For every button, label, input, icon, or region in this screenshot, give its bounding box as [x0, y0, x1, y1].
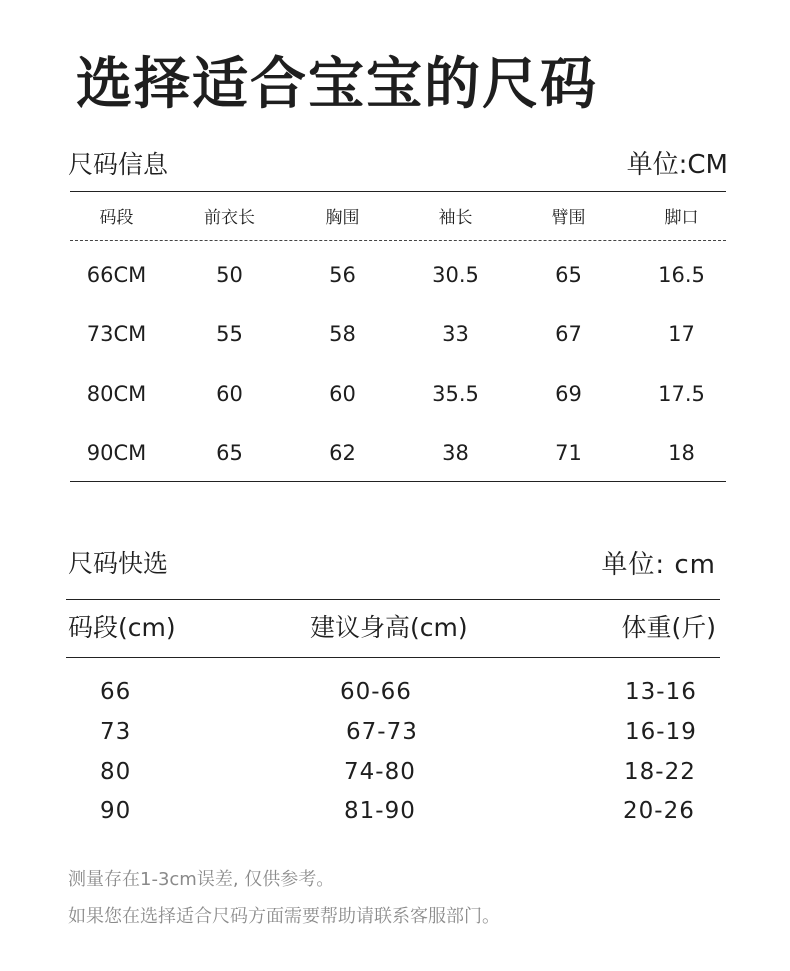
note-measurement-error: 测量存在1-3cm误差, 仅供参考。: [68, 869, 335, 890]
note-contact-support: 如果您在选择适合尺码方面需要帮助请联系客服部门。: [68, 906, 500, 927]
col-header: 码段: [99, 208, 134, 228]
table-row: [60, 261, 740, 289]
table-cell: 90CM: [86, 441, 147, 465]
table-row: [60, 380, 740, 408]
table-cell: 17.5: [658, 382, 705, 406]
table-row: [60, 439, 740, 467]
table-cell: 50: [216, 263, 243, 287]
size-info-heading: 尺码信息: [68, 150, 169, 179]
table-cell: 73: [100, 719, 132, 745]
table-cell: 17: [668, 322, 695, 346]
table-cell: 30.5: [432, 263, 479, 287]
table-cell: 35.5: [432, 382, 479, 406]
col-header: 码段(cm): [68, 613, 176, 642]
quick-pick-top-rule: [66, 599, 720, 600]
quick-pick-unit: 单位: cm: [601, 550, 716, 580]
quick-pick-header-divider: [66, 657, 720, 658]
table-cell: 13-16: [625, 679, 697, 705]
page-title: 选择适合宝宝的尺码: [76, 52, 598, 117]
table-cell: 60-66: [340, 679, 412, 705]
size-info-bottom-rule: [70, 481, 726, 482]
table-cell: 16.5: [658, 263, 705, 287]
col-header: 脚口: [664, 208, 699, 228]
table-cell: 60: [216, 382, 243, 406]
size-info-top-rule: [70, 191, 726, 192]
col-header: 体重(斤): [621, 613, 716, 642]
table-cell: 67: [555, 322, 582, 346]
table-cell: 65: [216, 441, 243, 465]
table-cell: 90: [100, 798, 132, 824]
table-cell: 67-73: [346, 719, 418, 745]
size-info-unit: 单位:CM: [626, 150, 728, 180]
col-header: 袖长: [438, 208, 473, 228]
table-cell: 58: [329, 322, 356, 346]
table-cell: 33: [442, 322, 469, 346]
table-cell: 20-26: [623, 798, 695, 824]
table-cell: 71: [555, 441, 582, 465]
col-header: 前衣长: [204, 208, 255, 228]
table-cell: 66: [100, 679, 132, 705]
col-header: 臂围: [551, 208, 586, 228]
table-cell: 60: [329, 382, 356, 406]
col-header: 建议身高(cm): [310, 613, 468, 642]
table-cell: 81-90: [344, 798, 416, 824]
table-cell: 74-80: [344, 759, 416, 785]
table-row: [60, 320, 740, 348]
table-cell: 80: [100, 759, 132, 785]
quick-pick-heading: 尺码快选: [68, 549, 169, 578]
table-cell: 56: [329, 263, 356, 287]
size-info-header-row: [60, 206, 740, 230]
table-cell: 73CM: [86, 322, 147, 346]
table-cell: 38: [442, 441, 469, 465]
table-cell: 80CM: [86, 382, 147, 406]
table-cell: 18: [668, 441, 695, 465]
table-cell: 69: [555, 382, 582, 406]
table-cell: 18-22: [624, 759, 696, 785]
table-cell: 65: [555, 263, 582, 287]
table-cell: 66CM: [86, 263, 147, 287]
table-cell: 62: [329, 441, 356, 465]
size-info-header-divider: [70, 240, 726, 241]
col-header: 胸围: [325, 208, 360, 228]
table-cell: 55: [216, 322, 243, 346]
table-cell: 16-19: [625, 719, 697, 745]
